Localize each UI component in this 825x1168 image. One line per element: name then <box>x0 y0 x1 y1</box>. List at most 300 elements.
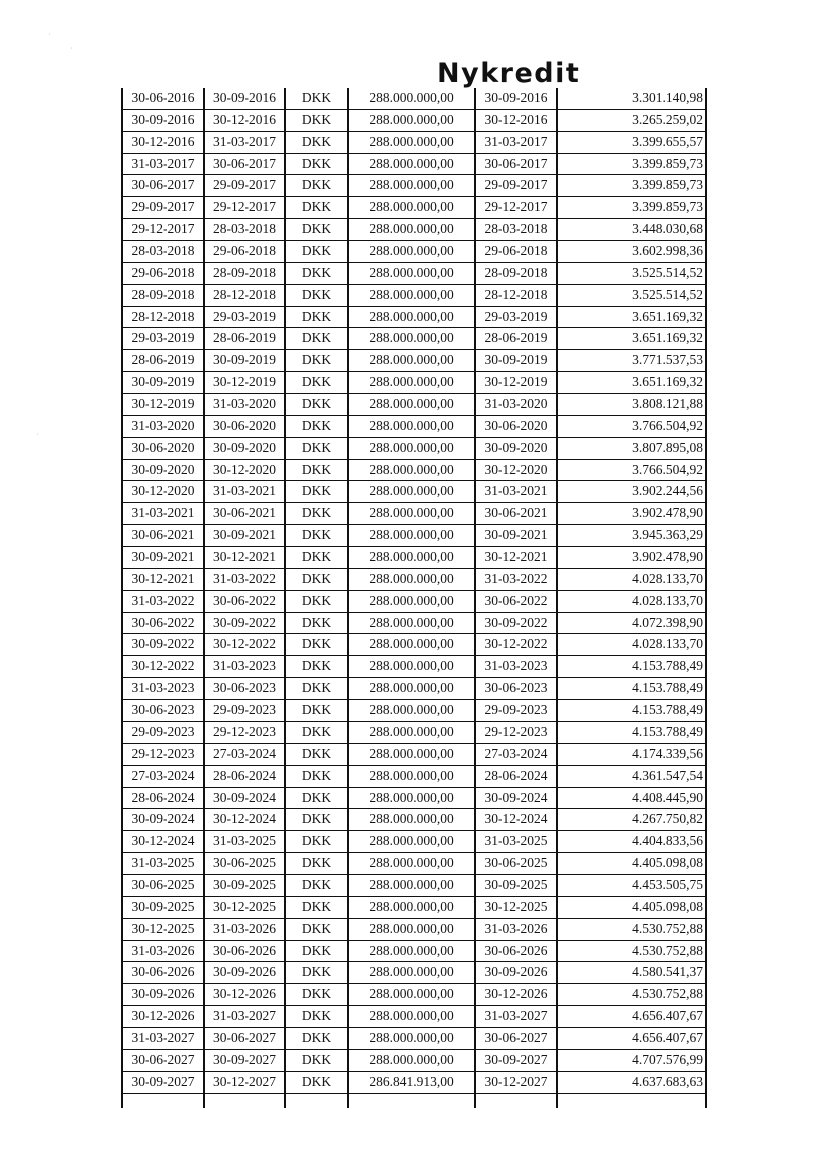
period-end-cell: 27-03-2024 <box>205 744 286 765</box>
principal-cell: 288.000.000,00 <box>349 984 476 1005</box>
currency-cell: DKK <box>286 219 349 240</box>
period-end-cell: 30-12-2019 <box>205 372 286 393</box>
table-row <box>123 613 705 635</box>
currency-cell: DKK <box>286 744 349 765</box>
payment-date-cell: 30-09-2025 <box>476 875 558 896</box>
period-start-cell: 30-06-2016 <box>123 88 205 109</box>
currency-cell: DKK <box>286 831 349 852</box>
interest-amount-cell: 4.361.547,54 <box>632 767 703 783</box>
interest-amount-cell: 4.404.833,56 <box>632 833 703 849</box>
table-row <box>123 525 705 547</box>
period-end-cell: 30-12-2020 <box>205 460 286 481</box>
period-end-cell: 30-09-2026 <box>205 962 286 983</box>
principal-cell: 288.000.000,00 <box>349 744 476 765</box>
currency-cell: DKK <box>286 154 349 175</box>
interest-amount-cell: 3.525.514,52 <box>632 264 703 280</box>
payment-date-cell: 29-09-2023 <box>476 700 558 721</box>
principal-cell: 288.000.000,00 <box>349 1050 476 1071</box>
payment-date-cell: 30-06-2020 <box>476 416 558 437</box>
period-start-cell: 30-09-2016 <box>123 110 205 131</box>
principal-cell: 288.000.000,00 <box>349 197 476 218</box>
period-start-cell: 30-09-2026 <box>123 984 205 1005</box>
payment-date-cell: 28-06-2024 <box>476 766 558 787</box>
interest-amount-cell: 4.267.750,82 <box>632 811 703 827</box>
period-start-cell: 31-03-2023 <box>123 678 205 699</box>
payment-date-cell: 30-09-2024 <box>476 788 558 809</box>
table-row <box>123 503 705 525</box>
scan-speck: · <box>70 44 73 53</box>
period-start-cell: 30-09-2024 <box>123 809 205 830</box>
payment-date-cell: 30-12-2016 <box>476 110 558 131</box>
payment-date-cell: 30-12-2027 <box>476 1072 558 1093</box>
period-end-cell: 31-03-2022 <box>205 569 286 590</box>
payment-date-cell: 27-03-2024 <box>476 744 558 765</box>
period-end-cell: 31-03-2026 <box>205 919 286 940</box>
table-row <box>123 547 705 569</box>
period-start-cell: 30-09-2021 <box>123 547 205 568</box>
payment-date-cell: 31-03-2023 <box>476 656 558 677</box>
period-end-cell: 28-06-2024 <box>205 766 286 787</box>
interest-amount-cell: 4.153.788,49 <box>632 702 703 718</box>
table-row <box>123 307 705 329</box>
principal-cell: 288.000.000,00 <box>349 1006 476 1027</box>
currency-cell: DKK <box>286 875 349 896</box>
interest-amount-cell: 3.945.363,29 <box>632 527 703 543</box>
period-start-cell: 29-12-2023 <box>123 744 205 765</box>
table-row <box>123 1028 705 1050</box>
period-end-cell: 30-09-2022 <box>205 613 286 634</box>
interest-amount-cell: 4.530.752,88 <box>632 920 703 936</box>
principal-cell: 288.000.000,00 <box>349 460 476 481</box>
table-row <box>123 350 705 372</box>
payment-date-cell: 31-03-2022 <box>476 569 558 590</box>
interest-amount-cell: 3.902.478,90 <box>632 505 703 521</box>
payment-date-cell: 30-06-2023 <box>476 678 558 699</box>
payment-date-cell <box>476 1094 558 1108</box>
currency-cell: DKK <box>286 788 349 809</box>
period-end-cell: 30-06-2022 <box>205 591 286 612</box>
interest-amount-cell: 3.651.169,32 <box>632 330 703 346</box>
currency-cell: DKK <box>286 853 349 874</box>
currency-cell: DKK <box>286 656 349 677</box>
period-end-cell: 30-12-2021 <box>205 547 286 568</box>
table-row-empty <box>123 1094 705 1108</box>
table-row <box>123 656 705 678</box>
currency-cell <box>286 1094 349 1108</box>
table-row <box>123 634 705 656</box>
table-row <box>123 263 705 285</box>
interest-amount-cell: 4.028.133,70 <box>632 636 703 652</box>
currency-cell: DKK <box>286 285 349 306</box>
period-start-cell <box>123 1094 205 1108</box>
payment-date-cell: 30-12-2026 <box>476 984 558 1005</box>
currency-cell: DKK <box>286 460 349 481</box>
period-start-cell: 29-09-2023 <box>123 722 205 743</box>
table-row <box>123 110 705 132</box>
scan-speck: · <box>48 30 51 39</box>
currency-cell: DKK <box>286 613 349 634</box>
interest-amount-cell: 4.405.098,08 <box>632 898 703 914</box>
period-end-cell: 30-09-2020 <box>205 438 286 459</box>
period-start-cell: 29-03-2019 <box>123 328 205 349</box>
payment-date-cell: 28-12-2018 <box>476 285 558 306</box>
table-row <box>123 1050 705 1072</box>
interest-amount-cell <box>558 1094 705 1108</box>
payment-date-cell: 30-12-2019 <box>476 372 558 393</box>
interest-amount-cell: 4.580.541,37 <box>632 964 703 980</box>
currency-cell: DKK <box>286 897 349 918</box>
currency-cell: DKK <box>286 416 349 437</box>
interest-amount-cell: 3.399.655,57 <box>632 133 703 149</box>
interest-amount-cell: 3.651.169,32 <box>632 308 703 324</box>
principal-cell: 288.000.000,00 <box>349 700 476 721</box>
period-start-cell: 30-12-2020 <box>123 481 205 502</box>
currency-cell: DKK <box>286 88 349 109</box>
period-end-cell: 30-06-2023 <box>205 678 286 699</box>
principal-cell: 288.000.000,00 <box>349 941 476 962</box>
currency-cell: DKK <box>286 634 349 655</box>
period-start-cell: 30-12-2022 <box>123 656 205 677</box>
currency-cell: DKK <box>286 132 349 153</box>
payment-date-cell: 31-03-2027 <box>476 1006 558 1027</box>
period-end-cell: 31-03-2020 <box>205 394 286 415</box>
payment-date-cell: 31-03-2020 <box>476 394 558 415</box>
nykredit-logo: Nykredit <box>437 58 581 89</box>
period-end-cell: 30-12-2016 <box>205 110 286 131</box>
table-row <box>123 328 705 350</box>
period-end-cell: 30-06-2025 <box>205 853 286 874</box>
period-end-cell: 29-12-2017 <box>205 197 286 218</box>
principal-cell: 288.000.000,00 <box>349 634 476 655</box>
table-row <box>123 678 705 700</box>
period-end-cell: 30-12-2024 <box>205 809 286 830</box>
interest-amount-cell: 3.399.859,73 <box>632 177 703 193</box>
interest-amount-cell: 3.771.537,53 <box>632 352 703 368</box>
currency-cell: DKK <box>286 547 349 568</box>
payment-date-cell: 29-09-2017 <box>476 175 558 196</box>
currency-cell: DKK <box>286 307 349 328</box>
currency-cell: DKK <box>286 1072 349 1093</box>
principal-cell: 288.000.000,00 <box>349 875 476 896</box>
interest-amount-cell: 4.453.505,75 <box>632 876 703 892</box>
payment-date-cell: 30-06-2025 <box>476 853 558 874</box>
interest-amount-cell: 3.807.895,08 <box>632 439 703 455</box>
payment-date-cell: 30-06-2027 <box>476 1028 558 1049</box>
currency-cell: DKK <box>286 569 349 590</box>
period-end-cell: 30-06-2017 <box>205 154 286 175</box>
currency-cell: DKK <box>286 766 349 787</box>
table-row <box>123 788 705 810</box>
principal-cell: 288.000.000,00 <box>349 919 476 940</box>
principal-cell: 288.000.000,00 <box>349 350 476 371</box>
period-start-cell: 30-12-2026 <box>123 1006 205 1027</box>
period-end-cell: 31-03-2027 <box>205 1006 286 1027</box>
period-start-cell: 31-03-2017 <box>123 154 205 175</box>
period-start-cell: 28-03-2018 <box>123 241 205 262</box>
table-row <box>123 875 705 897</box>
period-end-cell: 31-03-2025 <box>205 831 286 852</box>
principal-cell: 286.841.913,00 <box>349 1072 476 1093</box>
table-row <box>123 569 705 591</box>
period-start-cell: 30-12-2024 <box>123 831 205 852</box>
period-end-cell: 28-09-2018 <box>205 263 286 284</box>
interest-amount-cell: 3.902.478,90 <box>632 549 703 565</box>
currency-cell: DKK <box>286 591 349 612</box>
table-row <box>123 416 705 438</box>
principal-cell: 288.000.000,00 <box>349 809 476 830</box>
interest-amount-cell: 4.153.788,49 <box>632 658 703 674</box>
currency-cell: DKK <box>286 503 349 524</box>
table-row <box>123 219 705 241</box>
period-start-cell: 30-06-2020 <box>123 438 205 459</box>
period-end-cell: 30-09-2024 <box>205 788 286 809</box>
table-row <box>123 1072 705 1094</box>
principal-cell: 288.000.000,00 <box>349 569 476 590</box>
principal-cell: 288.000.000,00 <box>349 722 476 743</box>
period-end-cell: 29-03-2019 <box>205 307 286 328</box>
interest-amount-cell: 4.408.445,90 <box>632 789 703 805</box>
currency-cell: DKK <box>286 941 349 962</box>
table-row <box>123 744 705 766</box>
table-row <box>123 285 705 307</box>
period-end-cell: 30-12-2025 <box>205 897 286 918</box>
currency-cell: DKK <box>286 263 349 284</box>
period-end-cell: 30-06-2027 <box>205 1028 286 1049</box>
table-row <box>123 941 705 963</box>
currency-cell: DKK <box>286 984 349 1005</box>
payment-date-cell: 29-12-2017 <box>476 197 558 218</box>
period-start-cell: 30-09-2022 <box>123 634 205 655</box>
principal-cell: 288.000.000,00 <box>349 328 476 349</box>
payment-date-cell: 30-09-2020 <box>476 438 558 459</box>
period-end-cell: 29-06-2018 <box>205 241 286 262</box>
currency-cell: DKK <box>286 722 349 743</box>
period-end-cell: 30-06-2021 <box>205 503 286 524</box>
principal-cell: 288.000.000,00 <box>349 613 476 634</box>
period-end-cell <box>205 1094 286 1108</box>
interest-amount-cell: 3.808.121,88 <box>632 396 703 412</box>
currency-cell: DKK <box>286 241 349 262</box>
period-end-cell: 31-03-2021 <box>205 481 286 502</box>
table-row <box>123 438 705 460</box>
period-start-cell: 31-03-2021 <box>123 503 205 524</box>
interest-amount-cell: 3.651.169,32 <box>632 374 703 390</box>
scan-speck: · <box>36 430 39 439</box>
interest-amount-cell: 3.602.998,36 <box>632 243 703 259</box>
payment-date-cell: 31-03-2025 <box>476 831 558 852</box>
interest-amount-cell: 4.153.788,49 <box>632 723 703 739</box>
principal-cell: 288.000.000,00 <box>349 481 476 502</box>
period-start-cell: 30-12-2016 <box>123 132 205 153</box>
principal-cell: 288.000.000,00 <box>349 678 476 699</box>
payment-date-cell: 30-09-2016 <box>476 88 558 109</box>
principal-cell: 288.000.000,00 <box>349 962 476 983</box>
interest-amount-cell: 4.530.752,88 <box>632 942 703 958</box>
interest-amount-cell: 3.399.859,73 <box>632 155 703 171</box>
interest-amount-cell: 3.902.244,56 <box>632 483 703 499</box>
principal-cell: 288.000.000,00 <box>349 525 476 546</box>
interest-amount-cell: 3.766.504,92 <box>632 417 703 433</box>
currency-cell: DKK <box>286 175 349 196</box>
principal-cell: 288.000.000,00 <box>349 132 476 153</box>
principal-cell: 288.000.000,00 <box>349 372 476 393</box>
interest-amount-cell: 4.174.339,56 <box>632 745 703 761</box>
table-row <box>123 984 705 1006</box>
table-row <box>123 591 705 613</box>
currency-cell: DKK <box>286 394 349 415</box>
currency-cell: DKK <box>286 438 349 459</box>
payment-date-cell: 30-06-2022 <box>476 591 558 612</box>
currency-cell: DKK <box>286 350 349 371</box>
period-start-cell: 28-12-2018 <box>123 307 205 328</box>
period-end-cell: 30-09-2016 <box>205 88 286 109</box>
period-start-cell: 30-06-2017 <box>123 175 205 196</box>
interest-amount-cell: 4.530.752,88 <box>632 986 703 1002</box>
payment-date-cell: 30-06-2021 <box>476 503 558 524</box>
period-start-cell: 30-09-2025 <box>123 897 205 918</box>
principal-cell: 288.000.000,00 <box>349 503 476 524</box>
interest-amount-cell: 3.265.259,02 <box>632 111 703 127</box>
payment-date-cell: 28-03-2018 <box>476 219 558 240</box>
table-row <box>123 700 705 722</box>
payment-date-cell: 30-09-2026 <box>476 962 558 983</box>
period-end-cell: 28-06-2019 <box>205 328 286 349</box>
table-row <box>123 175 705 197</box>
period-start-cell: 30-06-2026 <box>123 962 205 983</box>
principal-cell: 288.000.000,00 <box>349 853 476 874</box>
payment-schedule-table <box>121 88 707 1108</box>
currency-cell: DKK <box>286 919 349 940</box>
table-row <box>123 897 705 919</box>
payment-date-cell: 30-12-2025 <box>476 897 558 918</box>
payment-date-cell: 30-09-2021 <box>476 525 558 546</box>
payment-date-cell: 29-12-2023 <box>476 722 558 743</box>
table-row <box>123 1006 705 1028</box>
period-start-cell: 27-03-2024 <box>123 766 205 787</box>
period-start-cell: 31-03-2026 <box>123 941 205 962</box>
principal-cell: 288.000.000,00 <box>349 394 476 415</box>
period-end-cell: 30-09-2021 <box>205 525 286 546</box>
interest-amount-cell: 3.766.504,92 <box>632 461 703 477</box>
period-end-cell: 28-12-2018 <box>205 285 286 306</box>
payment-date-cell: 31-03-2017 <box>476 132 558 153</box>
interest-amount-cell: 4.028.133,70 <box>632 570 703 586</box>
period-end-cell: 31-03-2023 <box>205 656 286 677</box>
table-row <box>123 154 705 176</box>
table-row <box>123 241 705 263</box>
interest-amount-cell: 4.656.407,67 <box>632 1008 703 1024</box>
interest-amount-cell: 4.072.398,90 <box>632 614 703 630</box>
principal-cell: 288.000.000,00 <box>349 88 476 109</box>
period-start-cell: 28-09-2018 <box>123 285 205 306</box>
currency-cell: DKK <box>286 328 349 349</box>
principal-cell: 288.000.000,00 <box>349 831 476 852</box>
table-row <box>123 809 705 831</box>
period-start-cell: 30-12-2025 <box>123 919 205 940</box>
period-start-cell: 31-03-2022 <box>123 591 205 612</box>
table-row <box>123 132 705 154</box>
period-end-cell: 29-09-2017 <box>205 175 286 196</box>
principal-cell: 288.000.000,00 <box>349 897 476 918</box>
payment-date-cell: 30-09-2022 <box>476 613 558 634</box>
payment-date-cell: 30-12-2020 <box>476 460 558 481</box>
principal-cell: 288.000.000,00 <box>349 547 476 568</box>
currency-cell: DKK <box>286 962 349 983</box>
principal-cell: 288.000.000,00 <box>349 219 476 240</box>
table-row <box>123 919 705 941</box>
interest-amount-cell: 3.399.859,73 <box>632 199 703 215</box>
period-start-cell: 30-06-2023 <box>123 700 205 721</box>
period-end-cell: 30-06-2026 <box>205 941 286 962</box>
interest-amount-cell: 4.707.576,99 <box>632 1051 703 1067</box>
payment-date-cell: 29-03-2019 <box>476 307 558 328</box>
payment-date-cell: 30-06-2017 <box>476 154 558 175</box>
principal-cell: 288.000.000,00 <box>349 656 476 677</box>
currency-cell: DKK <box>286 372 349 393</box>
payment-date-cell: 30-12-2024 <box>476 809 558 830</box>
payment-date-cell: 30-09-2019 <box>476 350 558 371</box>
table-row <box>123 197 705 219</box>
table-row <box>123 372 705 394</box>
period-end-cell: 30-12-2026 <box>205 984 286 1005</box>
period-start-cell: 30-06-2022 <box>123 613 205 634</box>
interest-amount-cell: 4.028.133,70 <box>632 592 703 608</box>
period-start-cell: 30-09-2019 <box>123 372 205 393</box>
interest-amount-cell: 4.153.788,49 <box>632 680 703 696</box>
table-row <box>123 962 705 984</box>
period-start-cell: 30-06-2021 <box>123 525 205 546</box>
currency-cell: DKK <box>286 1006 349 1027</box>
interest-amount-cell: 3.448.030,68 <box>632 221 703 237</box>
table-row <box>123 481 705 503</box>
period-start-cell: 30-09-2027 <box>123 1072 205 1093</box>
period-start-cell: 30-06-2025 <box>123 875 205 896</box>
principal-cell: 288.000.000,00 <box>349 175 476 196</box>
period-end-cell: 30-09-2025 <box>205 875 286 896</box>
principal-cell: 288.000.000,00 <box>349 307 476 328</box>
currency-cell: DKK <box>286 700 349 721</box>
payment-date-cell: 28-09-2018 <box>476 263 558 284</box>
payment-date-cell: 30-06-2026 <box>476 941 558 962</box>
currency-cell: DKK <box>286 678 349 699</box>
period-end-cell: 29-12-2023 <box>205 722 286 743</box>
principal-cell: 288.000.000,00 <box>349 788 476 809</box>
currency-cell: DKK <box>286 1050 349 1071</box>
period-start-cell: 28-06-2024 <box>123 788 205 809</box>
period-start-cell: 30-12-2019 <box>123 394 205 415</box>
currency-cell: DKK <box>286 110 349 131</box>
principal-cell <box>349 1094 476 1108</box>
currency-cell: DKK <box>286 1028 349 1049</box>
payment-date-cell: 29-06-2018 <box>476 241 558 262</box>
period-start-cell: 31-03-2025 <box>123 853 205 874</box>
principal-cell: 288.000.000,00 <box>349 591 476 612</box>
period-start-cell: 31-03-2020 <box>123 416 205 437</box>
period-end-cell: 30-12-2022 <box>205 634 286 655</box>
period-end-cell: 31-03-2017 <box>205 132 286 153</box>
period-end-cell: 28-03-2018 <box>205 219 286 240</box>
table-row <box>123 853 705 875</box>
currency-cell: DKK <box>286 809 349 830</box>
period-start-cell: 29-12-2017 <box>123 219 205 240</box>
payment-date-cell: 31-03-2021 <box>476 481 558 502</box>
period-end-cell: 30-09-2027 <box>205 1050 286 1071</box>
period-start-cell: 30-12-2021 <box>123 569 205 590</box>
interest-amount-cell: 3.301.140,98 <box>632 90 703 105</box>
period-end-cell: 30-06-2020 <box>205 416 286 437</box>
period-end-cell: 30-09-2019 <box>205 350 286 371</box>
principal-cell: 288.000.000,00 <box>349 263 476 284</box>
